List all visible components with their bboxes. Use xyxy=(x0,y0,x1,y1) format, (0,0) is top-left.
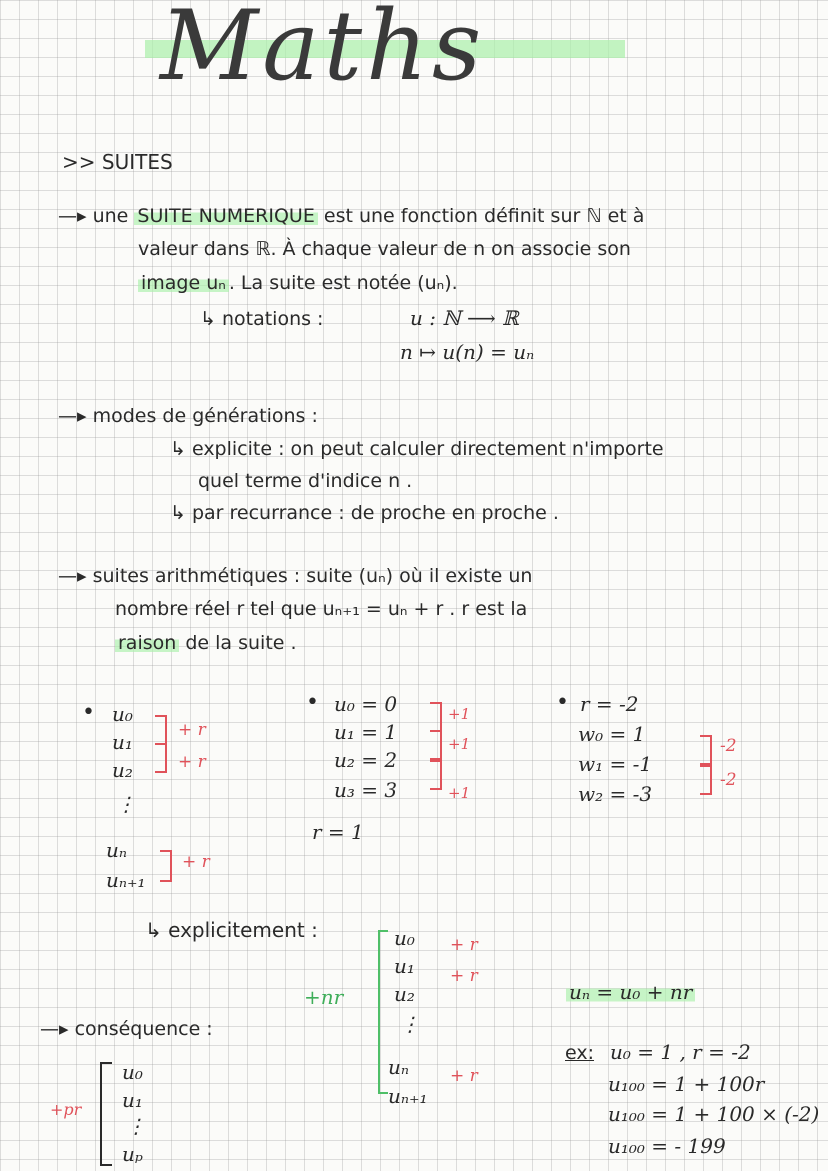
explicit-heading: ↳ explicitement : xyxy=(145,918,318,942)
ex2-term: u₀ = 0 xyxy=(334,692,398,716)
consequence-term: uₚ xyxy=(122,1142,143,1166)
explicit-term: u₀ xyxy=(394,926,415,950)
ex3-term: w₂ = -3 xyxy=(578,782,653,806)
ex2-term: u₃ = 3 xyxy=(334,778,398,802)
explicit-line-2: quel terme d'indice n . xyxy=(198,470,413,492)
arrow-icon: —▸ xyxy=(58,205,87,227)
ex1-term: uₙ xyxy=(106,838,127,862)
green-bracket xyxy=(378,930,388,1094)
explicit-term: ⋮ xyxy=(400,1012,420,1036)
step-bracket xyxy=(700,735,712,765)
consequence-term: ⋮ xyxy=(126,1114,146,1138)
ex1-term: uₙ₊₁ xyxy=(106,868,146,892)
ex-line-3: u₁₀₀ = 1 + 100 × (-2) xyxy=(608,1102,820,1126)
ex2-step: +1 xyxy=(448,735,471,753)
ex2-term: u₁ = 1 xyxy=(334,720,398,744)
ex1-term: u₁ xyxy=(112,730,133,754)
ex2-term: u₂ = 2 xyxy=(334,748,398,772)
explicit-step: + r xyxy=(450,1066,478,1086)
explicit-term: u₂ xyxy=(394,982,415,1006)
ex-line-1: u₀ = 1 , r = -2 xyxy=(610,1040,751,1064)
notation-2: n ↦ u(n) = uₙ xyxy=(400,340,535,364)
step-bracket xyxy=(155,715,167,745)
ex-label: ex: xyxy=(565,1042,595,1064)
notation-label: ↳ notations : xyxy=(200,308,324,330)
ex1-term: u₂ xyxy=(112,758,133,782)
step-bracket xyxy=(430,702,442,732)
recurrence-line: ↳ par recurrance : de proche en proche . xyxy=(170,502,559,524)
arith-line-3: raison de la suite . xyxy=(115,632,297,654)
bullet-icon: • xyxy=(306,690,319,715)
explicit-term: u₁ xyxy=(394,954,415,978)
explicit-formula: uₙ = u₀ + nr xyxy=(566,980,695,1004)
explicit-term: uₙ xyxy=(388,1055,409,1079)
definition-line-3: image uₙ . La suite est notée (uₙ). xyxy=(138,272,458,294)
ex2-step: +1 xyxy=(448,705,471,723)
arrow-icon: —▸ xyxy=(58,405,87,427)
ex-line-2: u₁₀₀ = 1 + 100r xyxy=(608,1072,765,1096)
definition-line-2: valeur dans ℝ. À chaque valeur de n on associe son xyxy=(138,238,631,260)
highlight-term: SUITE NUMERIQUE xyxy=(134,205,317,227)
consequence-heading: —▸ conséquence : xyxy=(40,1018,213,1040)
explicit-step: + r xyxy=(450,935,478,955)
arith-line-2: nombre réel r tel que uₙ₊₁ = uₙ + r . r est la xyxy=(115,598,528,620)
step-bracket xyxy=(430,760,442,790)
ex3-step: -2 xyxy=(720,770,737,790)
step-bracket xyxy=(155,743,167,773)
ex2-step: +1 xyxy=(448,784,471,802)
ex3-term: w₁ = -1 xyxy=(578,752,653,776)
ex3-r: r = -2 xyxy=(580,692,639,716)
ex2-r: r = 1 xyxy=(312,820,364,844)
notation-1: u : ℕ ⟶ ℝ xyxy=(410,306,519,330)
section-heading: >> SUITES xyxy=(62,150,173,174)
arith-line-1: —▸ suites arithmétiques : suite (uₙ) où il existe un xyxy=(58,565,533,587)
step-bracket xyxy=(160,850,172,882)
bullet-icon: • xyxy=(82,700,95,725)
definition-line-1: —▸ une SUITE NUMERIQUE est une fonction définit sur ℕ et à xyxy=(58,205,645,227)
explicit-term: uₙ₊₁ xyxy=(388,1084,428,1108)
ex1-term: ⋮ xyxy=(116,792,136,816)
arrow-icon: —▸ xyxy=(40,1018,69,1040)
bullet-icon: • xyxy=(556,690,569,715)
consequence-term: u₁ xyxy=(122,1088,143,1112)
consequence-term: u₀ xyxy=(122,1060,143,1084)
consequence-left: +pr xyxy=(50,1100,82,1119)
black-bracket xyxy=(100,1062,112,1166)
explicit-step: + r xyxy=(450,966,478,986)
arrow-icon: —▸ xyxy=(58,565,87,587)
ex1-term: u₀ xyxy=(112,702,133,726)
step-bracket xyxy=(430,730,442,760)
ex-line-4: u₁₀₀ = - 199 xyxy=(608,1134,726,1158)
highlight-term: raison xyxy=(115,632,179,654)
ex1-step: + r xyxy=(178,720,206,740)
step-bracket xyxy=(700,765,712,795)
ex3-term: w₀ = 1 xyxy=(578,722,646,746)
page-title: Maths xyxy=(160,0,486,102)
explicit-line: ↳ explicite : on peut calculer directement n'importe xyxy=(170,438,664,460)
highlight-term: image uₙ xyxy=(138,272,229,294)
explicit-left: +nr xyxy=(304,985,344,1009)
ex1-step: + r xyxy=(182,852,210,872)
ex1-step: + r xyxy=(178,752,206,772)
ex3-step: -2 xyxy=(720,736,737,756)
modes-heading: —▸ modes de générations : xyxy=(58,405,318,427)
